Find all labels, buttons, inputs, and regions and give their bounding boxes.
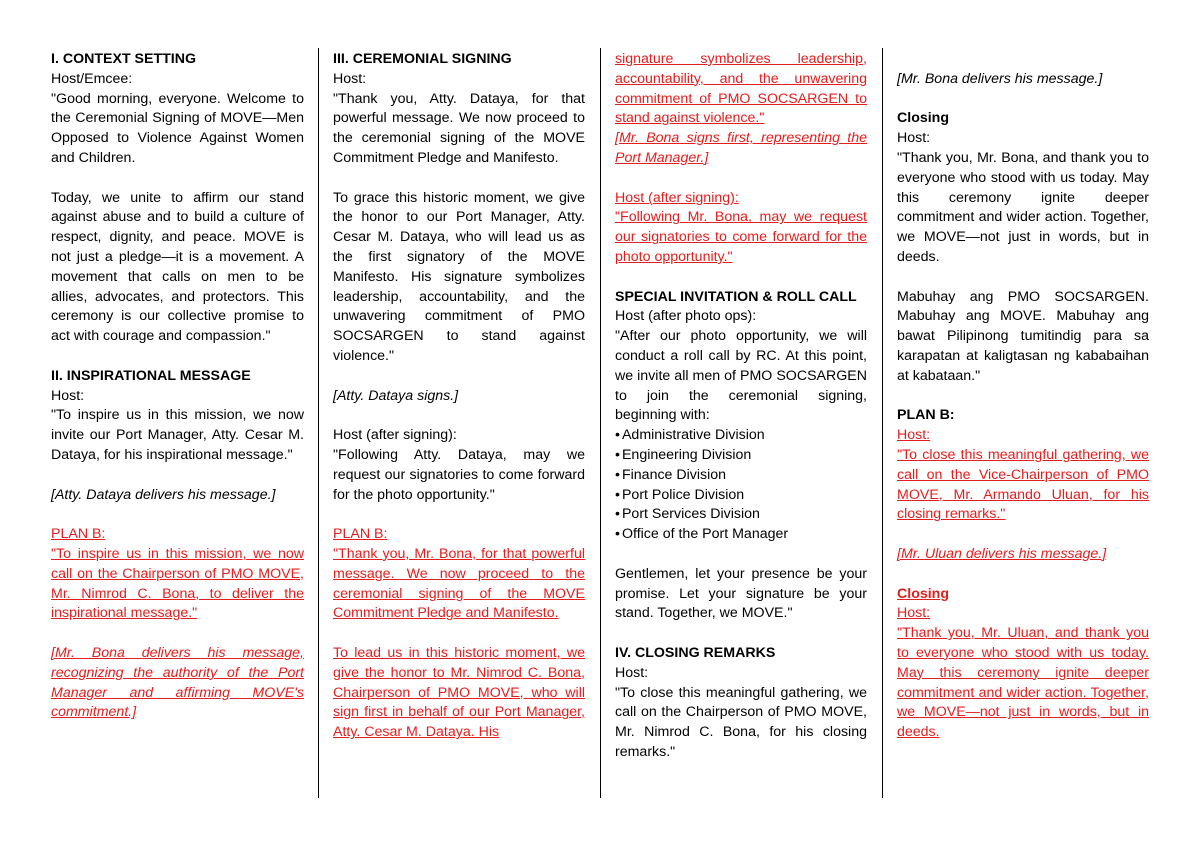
plan-b-label: PLAN B: [51, 526, 106, 543]
plan-b-speaker-label: Host (after signing): [615, 189, 739, 206]
script-paragraph: "To close this meaningful gathering, we call on the Chairperson of PMO MOVE, Mr. Nimrod C. Bona, for his closing remarks." [615, 684, 867, 760]
plan-b-paragraph: "To inspire us in this mission, we now call on the Chairperson of PMO MOVE, Mr. Nimrod C. Bona, to deliver the inspirational message." [51, 545, 304, 622]
list-item: • Port Services Division [615, 505, 867, 525]
section-heading-ceremonial-signing: III. CEREMONIAL SIGNING [333, 51, 512, 67]
speaker-label: Host: [897, 130, 931, 147]
section-heading-closing-remarks: IV. CLOSING REMARKS [615, 644, 776, 661]
speaker-label: Host: [333, 70, 367, 87]
plan-b-heading: PLAN B: [897, 407, 955, 424]
plan-b-closing-heading: Closing [897, 585, 950, 602]
script-paragraph: "Thank you, Mr. Bona, and thank you to everyone who stood with us today. May this ceremony ignite deeper commitment and wider action. Together, we MOVE—not just in words, but in deeds. [897, 149, 1149, 265]
stage-cue: [Atty. Dataya signs.] [333, 387, 459, 404]
plan-b-speaker-label: Host: [897, 427, 931, 444]
section-heading-closing: Closing [897, 110, 950, 127]
script-paragraph: "Thank you, Atty. Dataya, for that powerful message. We now proceed to the ceremonial signing of the MOVE Commitment Pledge and Manifesto. [333, 90, 585, 166]
section-heading-special-invitation: SPECIAL INVITATION & ROLL CALL [615, 288, 857, 305]
stage-cue: [Atty. Dataya delivers his message.] [51, 486, 276, 503]
column-4 [897, 50, 1149, 743]
script-paragraph: "To inspire us in this mission, we now invite our Port Manager, Atty. Cesar M. Dataya, for his inspirational message." [51, 407, 304, 463]
list-item: • Office of the Port Manager [615, 525, 867, 545]
plan-b-stage-cue: [Mr. Bona signs first, representing the Port Manager.] [615, 130, 867, 166]
speaker-label: Host (after signing): [333, 427, 457, 444]
section-heading-context-setting: I. CONTEXT SETTING [51, 51, 197, 67]
column-1 [51, 50, 304, 723]
column-2 [333, 50, 585, 743]
speaker-label: Host: [51, 387, 85, 404]
plan-b-stage-cue: [Mr. Bona delivers his message, recognizing the authority of the Port Manager and affirming MOVE's commitment.] [51, 644, 304, 721]
plan-b-paragraph: "Thank you, Mr. Bona, for that powerful message. We now proceed to the ceremonial signing of the MOVE Commitment Pledge and Manifesto. [333, 545, 585, 622]
speaker-label: Host: [615, 664, 649, 681]
script-paragraph: Gentlemen, let your presence be your promise. Let your signature be your stand. Together, we MOVE." [615, 565, 867, 622]
plan-b-stage-cue: [Mr. Uluan delivers his message.] [897, 545, 1107, 562]
plan-b-paragraph: To lead us in this historic moment, we give the honor to Mr. Nimrod C. Bona, Chairperson of PMO MOVE, who will sign first in behalf of our Port Manager, Atty. Cesar M. Dataya. His [333, 644, 585, 741]
script-paragraph: "Following Atty. Dataya, may we request our signatories to come forward for the photo opportunity." [333, 446, 585, 503]
stage-cue: [Mr. Bona delivers his message.] [897, 70, 1103, 87]
list-item: • Finance Division [615, 466, 867, 486]
script-paragraph: "After our photo opportunity, we will conduct a roll call by RC. At this point, we invite all men of PMO SOCSARGEN to join the ceremonial signing, beginning with: [615, 328, 867, 424]
speaker-label: Host/Emcee: [51, 70, 133, 87]
plan-b-speaker-label: Host: [897, 605, 931, 622]
script-paragraph: "Good morning, everyone. Welcome to the Ceremonial Signing of MOVE—Men Opposed to Violence Against Women and Children. [51, 90, 304, 166]
speaker-label: Host (after photo ops): [615, 308, 757, 325]
column-divider [882, 48, 883, 798]
column-divider [600, 48, 601, 798]
list-item: • Port Police Division [615, 486, 867, 506]
script-paragraph: Today, we unite to affirm our stand against abuse and to build a culture of respect, dignity, and peace. MOVE is not just a pledge—it is a movement. A movement that calls on men to be allies, advocates, and protectors. This ceremony is our collective promise to act with courage and compassion." [51, 189, 304, 345]
list-item: • Engineering Division [615, 446, 867, 466]
column-3 [615, 50, 867, 763]
plan-b-paragraph: "Following Mr. Bona, may we request our signatories to come forward for the photo opportunity." [615, 209, 867, 265]
plan-b-paragraph: "To close this meaningful gathering, we call on the Vice-Chairperson of PMO MOVE, Mr. Armando Uluan, for his closing remarks." [897, 446, 1149, 523]
column-divider [318, 48, 319, 798]
plan-b-paragraph: "Thank you, Mr. Uluan, and thank you to everyone who stood with us today. May this ceremony ignite deeper commitment and wider action. Together, we MOVE—not just in words, but in deeds. [897, 625, 1149, 741]
script-paragraph: Mabuhay ang PMO SOCSARGEN. Mabuhay ang MOVE. Mabuhay ang bawat Pilipinong tumitindig para sa karapatan at kaligtasan ng kababaihan at kabataan." [897, 288, 1149, 384]
plan-b-label: PLAN B: [333, 526, 388, 543]
plan-b-paragraph: signature symbolizes leadership, accountability, and the unwavering commitment of PMO SOCSARGEN to stand against violence." [615, 51, 867, 127]
list-item: • Administrative Division [615, 426, 867, 446]
script-paragraph: To grace this historic moment, we give the honor to our Port Manager, Atty. Cesar M. Dataya, who will lead us as the first signatory of the MOVE Manifesto. His signature symbolizes leadership, accountability, and the unwavering commitment of PMO SOCSARGEN to stand against violence." [333, 189, 585, 364]
section-heading-inspirational-message: II. INSPIRATIONAL MESSAGE [51, 367, 251, 384]
